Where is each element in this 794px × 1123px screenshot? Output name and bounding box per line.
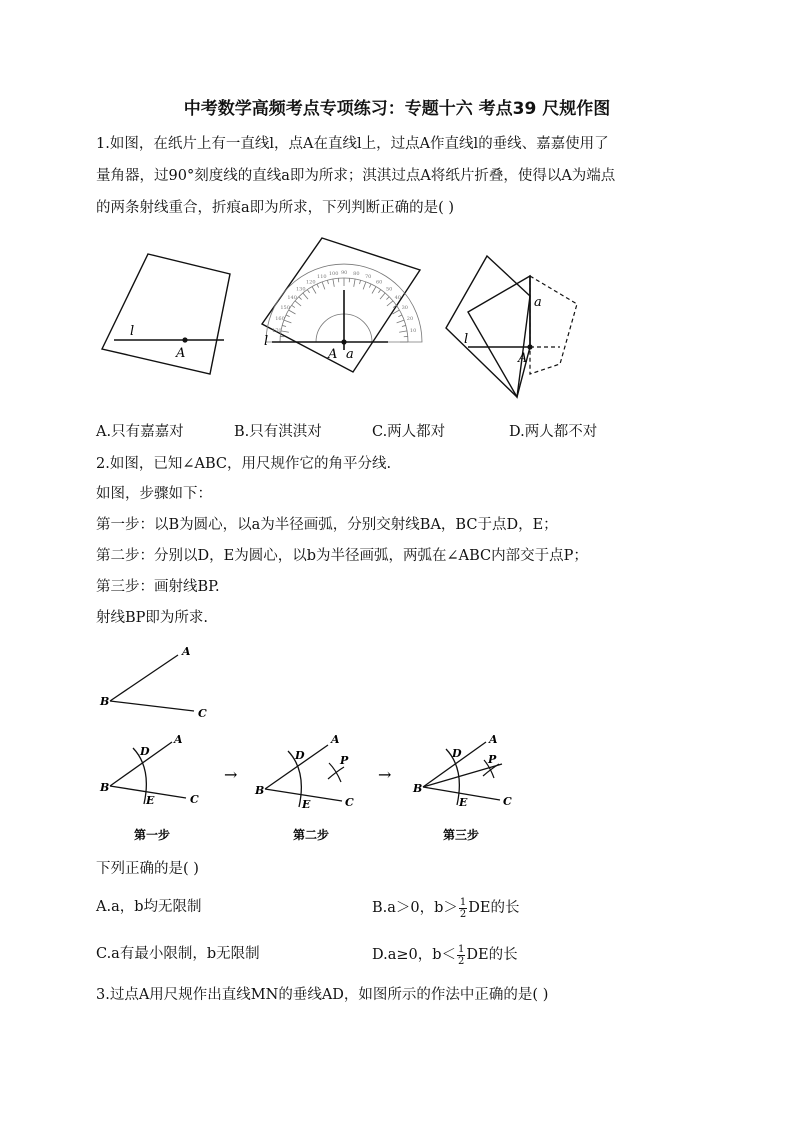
q1-option-a[interactable]: A.只有嘉嘉对 [96, 424, 184, 440]
arrow-2: → [378, 765, 392, 784]
protractor-tick [360, 280, 361, 284]
arc-from-e [328, 767, 344, 779]
label-a: A [518, 351, 528, 366]
q1-line-1: 1.如图，在纸片上有一直线l，点A在直线l上，过点A作直线l的垂线、嘉嘉使用了 [96, 136, 609, 152]
protractor-tick [333, 279, 334, 287]
q1-line-3: 的两条射线重合，折痕a即为所求，下列判断正确的是( ) [96, 200, 455, 216]
fraction-denominator: 2 [459, 908, 467, 920]
label-e: E [459, 796, 468, 809]
q1-option-d[interactable]: D.两人都不对 [509, 424, 598, 440]
option-d-tail: DE的长 [466, 946, 518, 963]
label-a: A [331, 733, 340, 746]
label-a-line: a [534, 295, 542, 310]
protractor-label: 100 [328, 271, 339, 278]
label-l: l [464, 332, 469, 347]
arrow-1: → [224, 765, 238, 784]
label-a-line: a [346, 347, 354, 362]
ray-ba [110, 655, 178, 701]
protractor-tick [284, 320, 292, 323]
q2-conclusion: 射线BP即为所求. [96, 610, 209, 626]
q2-option-a[interactable]: A.a，b均无限制 [96, 899, 202, 915]
fraction-numerator: 1 [458, 943, 465, 955]
label-a: A [174, 733, 183, 746]
protractor-label: 90 [341, 270, 348, 276]
paper-original [446, 256, 530, 397]
protractor-tick [397, 320, 405, 323]
protractor-tick [386, 297, 389, 300]
q2-intro: 2.如图，已知∠ABC，用尺规作它的角平分线. [96, 456, 392, 472]
q1-figure-fold [446, 256, 577, 397]
ray-bc [110, 701, 194, 711]
protractor-label: 150 [280, 305, 290, 311]
protractor-label: 170 [272, 327, 282, 334]
protractor-tick [363, 282, 366, 290]
protractor-label: 10 [409, 327, 417, 334]
protractor-label: 130 [296, 286, 306, 293]
label-l: l [130, 324, 135, 339]
protractor-tick [372, 287, 376, 294]
step1-figure [99, 733, 199, 807]
caption-step-2: 第二步 [293, 828, 330, 842]
angle-abc-figure [99, 645, 207, 720]
protractor-label: 70 [364, 274, 372, 281]
q2-option-d[interactable] [372, 940, 518, 970]
q2-option-c[interactable]: C.a有最小限制，b无限制 [96, 946, 260, 962]
protractor-tick [387, 301, 393, 306]
label-d: D [140, 745, 150, 758]
label-e: E [302, 798, 311, 811]
step3-figure [412, 733, 512, 809]
protractor-tick [398, 315, 402, 317]
q2-step-2: 第二步：分别以D，E为圆心，以b为半径画弧，两弧在∠ABC内部交于点P； [96, 548, 588, 564]
protractor-tick [312, 287, 316, 294]
protractor-label: 60 [376, 279, 383, 286]
protractor-tick [327, 280, 328, 284]
protractor-tick [378, 290, 380, 293]
label-a: A [489, 733, 498, 746]
label-e: E [146, 794, 155, 807]
q1-figures [90, 232, 710, 412]
protractor-label: 80 [353, 271, 360, 278]
q1-line-2: 量角器，过90°刻度线的直线a即为所求；淇淇过点A将纸片折叠，使得以A为端点 [96, 168, 616, 184]
protractor-tick [281, 331, 289, 332]
fraction-half [459, 897, 467, 920]
protractor-tick [322, 282, 325, 290]
protractor-tick [369, 284, 371, 288]
label-b: B [100, 781, 110, 794]
label-d: D [452, 747, 462, 760]
protractor-tick [295, 301, 301, 306]
label-c: C [198, 707, 207, 720]
protractor-label: 30 [401, 305, 408, 311]
q1-option-b[interactable]: B.只有淇淇对 [234, 424, 322, 440]
q2-step-3: 第三步：画射线BP. [96, 579, 220, 595]
protractor-label: 40 [394, 295, 401, 302]
fraction-denominator: 2 [458, 955, 465, 967]
option-b-tail: DE的长 [468, 899, 520, 916]
page-title: 中考数学高频考点专项练习：专题十六 考点39 尺规作图 [183, 99, 611, 119]
fraction-numerator: 1 [459, 896, 467, 908]
q2-option-b[interactable] [372, 893, 520, 923]
label-a: A [176, 346, 186, 361]
q2-steps-intro: 如图，步骤如下： [96, 486, 212, 502]
protractor-tick [292, 305, 295, 307]
protractor-tick [402, 325, 406, 326]
caption-step-3: 第三步 [443, 828, 480, 842]
protractor-tick [282, 325, 286, 326]
q3-text: 3.过点A用尺规作出直线MN的垂线AD，如图所示的作法中正确的是( ) [96, 987, 549, 1003]
protractor-label: 120 [306, 279, 316, 286]
q1-figure-protractor [262, 238, 422, 372]
label-p: P [488, 753, 497, 766]
label-l: l [264, 334, 269, 349]
option-b-text: B.a＞0，b＞ [372, 899, 458, 916]
label-c: C [345, 796, 354, 809]
label-b: B [413, 782, 423, 795]
protractor-label: 110 [317, 274, 327, 281]
protractor-label: 140 [287, 295, 297, 302]
fold-dashed-part [530, 276, 577, 374]
label-p: P [340, 754, 349, 767]
protractor-tick [380, 293, 385, 299]
point-a [527, 344, 532, 349]
protractor-tick [354, 279, 355, 287]
q2-figures [90, 640, 530, 850]
protractor-tick [399, 331, 407, 332]
q1-figure-paper [102, 254, 230, 374]
protractor-tick [286, 315, 290, 317]
protractor-label: 20 [406, 316, 414, 323]
protractor-label: 160 [275, 316, 285, 323]
label-b: B [255, 784, 265, 797]
label-a: A [328, 347, 338, 362]
protractor-tick [299, 297, 302, 300]
point-a [341, 339, 346, 344]
option-d-text: D.a≥0，b＜ [372, 946, 457, 963]
caption-step-1: 第一步 [134, 828, 171, 842]
label-c: C [503, 795, 512, 808]
protractor-tick [307, 290, 309, 293]
protractor-tick [317, 284, 319, 288]
q1-option-c[interactable]: C.两人都对 [372, 424, 446, 440]
label-a: A [182, 645, 191, 658]
q2-step-1: 第一步：以B为圆心，以a为半径画弧，分别交射线BA，BC于点D，E； [96, 517, 558, 533]
q2-question: 下列正确的是( ) [96, 861, 199, 877]
protractor-label: 50 [385, 286, 393, 293]
ray-bp [423, 764, 502, 787]
step2-figure [254, 733, 354, 811]
label-b: B [100, 695, 110, 708]
protractor-tick [303, 293, 308, 299]
label-d: D [295, 749, 305, 762]
label-c: C [190, 793, 199, 806]
point-a [182, 337, 187, 342]
paper-square [102, 254, 230, 374]
fraction-half [457, 944, 465, 967]
